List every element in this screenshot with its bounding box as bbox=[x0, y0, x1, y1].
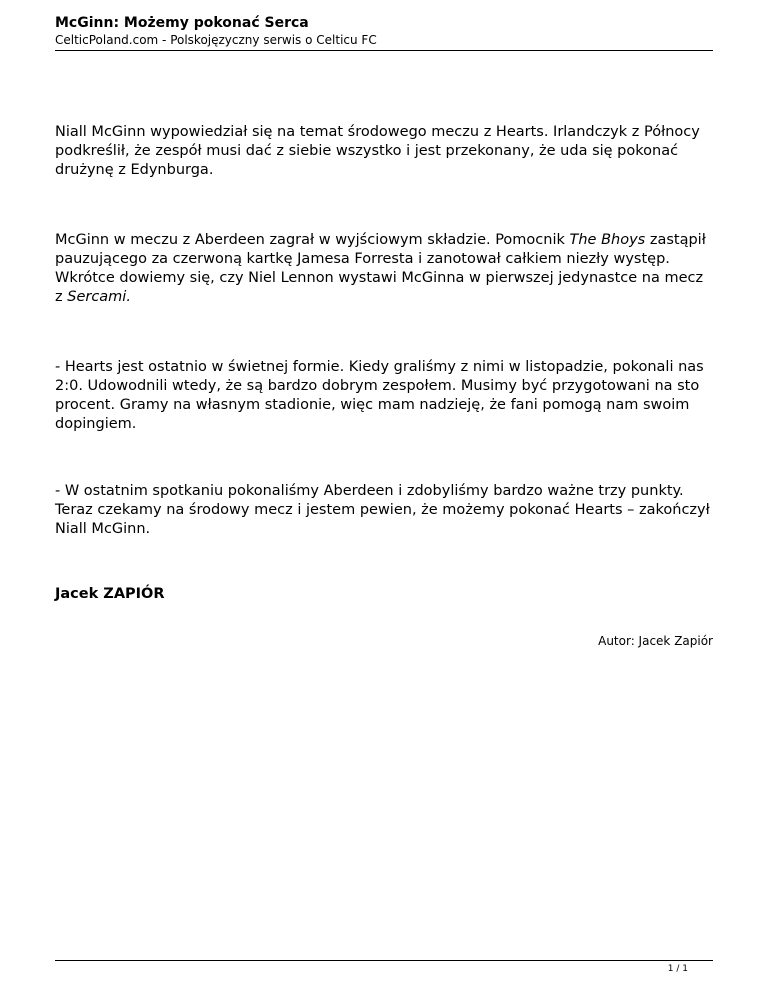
article-paragraph-4: - W ostatnim spotkaniu pokonaliśmy Aberdeen i zdobyliśmy bardzo ważne trzy punkty. Teraz czekamy na środowy mecz i jestem pewien, że możemy pokonać Hearts – zakończył Niall McGinn. bbox=[55, 483, 710, 537]
page-header bbox=[55, 14, 713, 48]
article-paragraph-3: - Hearts jest ostatnio w świetnej formie. Kiedy graliśmy z nimi w listopadzie, pokonali nas 2:0. Udowodnili wtedy, że są bardzo dobrym zespołem. Musimy być przygotowani na sto procent. Gramy na własnym stadionie, więc mam nadzieję, że fani pomogą nam swoim dopingiem. bbox=[55, 359, 704, 432]
article-paragraph-1: Niall McGinn wypowiedział się na temat środowego meczu z Hearts. Irlandczyk z Północy podkreślił, że zespół musi dać z siebie wszystko i jest przekonany, że uda się pokonać drużynę z Edynburga. bbox=[55, 124, 700, 178]
paragraph-2-emphasis-sercami: Sercami. bbox=[67, 289, 131, 305]
author-line: Autor: Jacek Zapiór bbox=[598, 634, 713, 648]
article-paragraph-2 bbox=[55, 231, 713, 307]
site-subtitle: CelticPoland.com - Polskojęzyczny serwis o Celticu FC bbox=[55, 33, 377, 47]
footer-divider bbox=[55, 960, 713, 961]
header-divider bbox=[55, 50, 713, 51]
article-signature: Jacek ZAPIÓR bbox=[55, 586, 165, 602]
paragraph-2-text-a: McGinn w meczu z Aberdeen zagrał w wyjściowym składzie. Pomocnik bbox=[55, 232, 570, 248]
paragraph-2-emphasis-the-bhoys: The Bhoys bbox=[569, 232, 646, 248]
document-title: McGinn: Możemy pokonać Serca bbox=[55, 15, 309, 31]
page-number: 1 / 1 bbox=[667, 964, 688, 974]
paragraph-2-text-b: zastąpił pauzującego za czerwoną kartkę Jamesa Forresta i zanotował całkiem niezły występ. Wkrótce dowiemy się, czy Niel Lennon wystawi McGinna w pierwszej jedynastce na mecz z bbox=[55, 232, 706, 305]
